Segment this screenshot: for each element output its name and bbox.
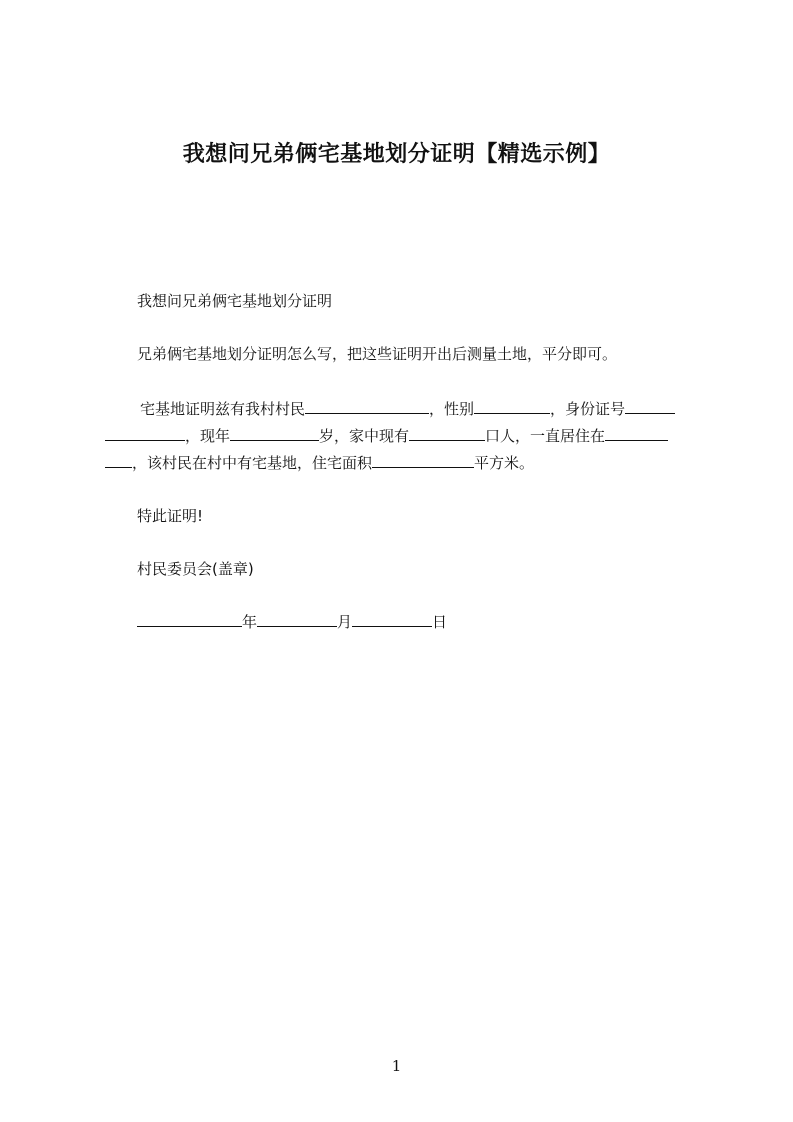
certificate-text: ，现年 bbox=[185, 427, 231, 445]
month-label: 月 bbox=[337, 613, 353, 631]
residence-blank bbox=[605, 423, 668, 441]
gender-blank bbox=[474, 396, 550, 414]
id-number-blank-continued bbox=[105, 423, 185, 441]
certificate-text: 平方米。 bbox=[474, 454, 535, 472]
day-blank bbox=[352, 609, 432, 627]
year-label: 年 bbox=[242, 613, 258, 631]
household-size-blank bbox=[409, 423, 485, 441]
area-blank bbox=[372, 450, 474, 468]
intro-paragraph: 兄弟俩宅基地划分证明怎么写，把这些证明开出后测量土地，平分即可。 bbox=[137, 345, 618, 363]
year-blank bbox=[137, 609, 242, 627]
signature-paragraph: 村民委员会(盖章) bbox=[137, 560, 254, 578]
certificate-line-1 bbox=[105, 396, 705, 422]
certificate-line-2 bbox=[105, 423, 705, 449]
certificate-text: ，该村民在村中有宅基地，住宅面积 bbox=[132, 454, 373, 472]
villager-name-blank bbox=[305, 396, 429, 414]
certificate-text: ，身份证号 bbox=[550, 400, 626, 418]
subtitle-paragraph: 我想问兄弟俩宅基地划分证明 bbox=[137, 292, 333, 310]
age-blank bbox=[230, 423, 319, 441]
residence-blank-continued bbox=[105, 450, 132, 468]
closing-paragraph: 特此证明! bbox=[137, 507, 204, 525]
certificate-text: 口人，一直居住在 bbox=[485, 427, 606, 445]
page-number: 1 bbox=[391, 1057, 402, 1075]
month-blank bbox=[257, 609, 337, 627]
certificate-text: ，性别 bbox=[429, 400, 475, 418]
id-number-blank bbox=[625, 396, 675, 414]
document-title: 我想问兄弟俩宅基地划分证明【精选示例】 bbox=[182, 142, 611, 167]
certificate-text: 岁，家中现有 bbox=[319, 427, 410, 445]
certificate-line-3 bbox=[105, 450, 705, 476]
certificate-text: 宅基地证明兹有我村村民 bbox=[140, 400, 306, 418]
date-line bbox=[105, 609, 737, 635]
day-label: 日 bbox=[432, 613, 448, 631]
